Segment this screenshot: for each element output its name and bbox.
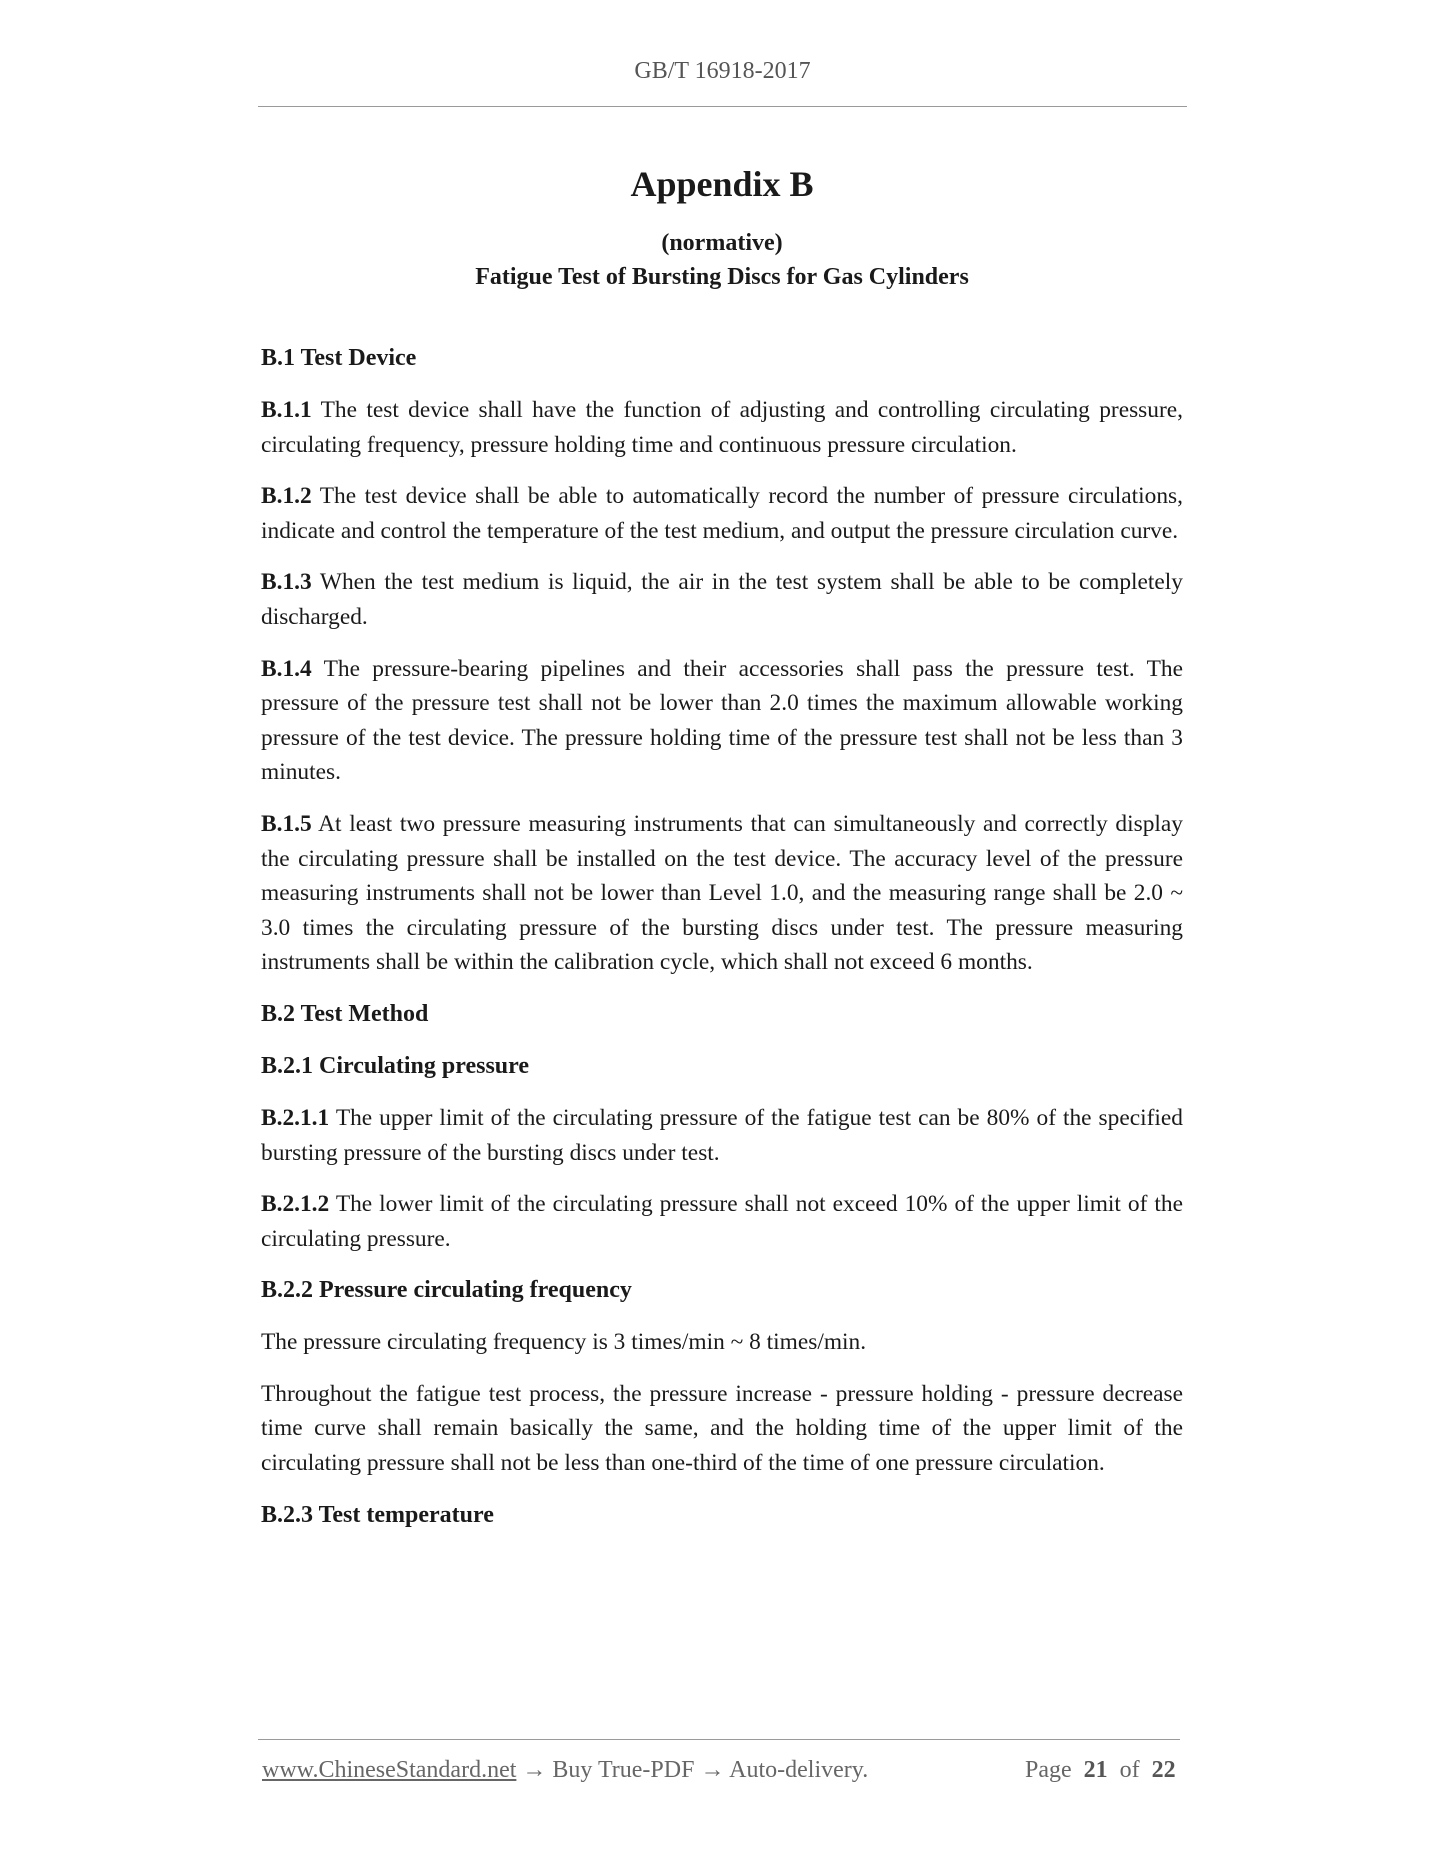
arrow-right-icon: → <box>522 1757 547 1783</box>
clause-b2-1-1 <box>261 1101 1183 1170</box>
clause-b1-3 <box>261 565 1183 634</box>
clause-b1-5 <box>261 807 1183 980</box>
clause-number: B.1.1 <box>261 397 312 423</box>
clause-text: The pressure-bearing pipelines and their accessories shall pass the pressure test. The pressure of the pressure test shall not be lower than 2.0 times the maximum allowable working pressure of the test device. The pressure holding time of the pressure test shall not be less than 3 minutes. <box>261 655 1183 786</box>
clause-text: At least two pressure measuring instruments that can simultaneously and correctly display the circulating pressure shall be installed on the test device. The accuracy level of the pressure measuring instruments shall not be lower than Level 1.0, and the measuring range shall be 2.0 ~ 3.0 times the circulating pressure of the bursting discs under test. The pressure measuring instruments shall be within the calibration cycle, which shall not exceed 6 months. <box>261 810 1183 976</box>
website-link[interactable]: www.ChineseStandard.net <box>262 1757 517 1783</box>
section-heading-b2-1: B.2.1 Circulating pressure <box>261 1052 530 1079</box>
page-content <box>261 156 1183 1533</box>
section-heading-b2: B.2 Test Method <box>261 1000 429 1027</box>
footer-divider <box>258 1739 1180 1740</box>
current-page-number: 21 <box>1083 1757 1108 1783</box>
clause-number: B.1.4 <box>261 655 312 682</box>
section-heading-b2-3: B.2.3 Test temperature <box>261 1501 494 1528</box>
clause-b2-1-2 <box>261 1187 1183 1256</box>
paragraph-frequency: The pressure circulating frequency is 3 times/min ~ 8 times/min. <box>261 1329 867 1356</box>
clause-text: The upper limit of the circulating pressure of the fatigue test can be 80% of the specified bursting pressure of the bursting discs under test. <box>261 1104 1183 1166</box>
clause-number: B.2.1.1 <box>261 1104 330 1131</box>
appendix-subtitle: Fatigue Test of Bursting Discs for Gas Cylinders <box>475 264 969 290</box>
clause-number: B.2.1.2 <box>261 1191 330 1218</box>
header-divider <box>258 106 1187 107</box>
of-label: of <box>1119 1757 1140 1783</box>
total-pages-number: 22 <box>1151 1757 1176 1783</box>
arrow-right-icon: → <box>700 1757 725 1783</box>
footer-promo <box>262 1757 868 1784</box>
clause-text: The test device shall have the function of adjusting and controlling circulating pressure, circulating frequency, pressure holding time and continuous pressure circulation. <box>261 397 1183 458</box>
clause-text: When the test medium is liquid, the air in the test system shall be able to be completely discharged. <box>261 569 1183 630</box>
appendix-normative-label: (normative) <box>661 230 783 256</box>
clause-number: B.1.5 <box>261 810 312 837</box>
page-indicator <box>1025 1757 1176 1784</box>
auto-delivery-text: Auto-delivery. <box>729 1757 869 1783</box>
buy-pdf-text: Buy True-PDF <box>552 1757 695 1783</box>
clause-number: B.1.3 <box>261 569 312 596</box>
clause-b1-4 <box>261 652 1183 790</box>
page-label: Page <box>1025 1757 1072 1783</box>
clause-text: The test device shall be able to automatically record the number of pressure circulations, indicate and control the temperature of the test medium, and output the pressure circulation curve. <box>261 483 1183 544</box>
clause-b1-2 <box>261 479 1183 548</box>
section-heading-b2-2: B.2.2 Pressure circulating frequency <box>261 1277 632 1304</box>
paragraph-curve: Throughout the fatigue test process, the pressure increase - pressure holding - pressure decrease time curve shall remain basically the same, and the holding time of the upper limit of the circulating pressure shall not be less than one-third of the time of one pressure circulation. <box>261 1380 1183 1477</box>
clause-text: The lower limit of the circulating pressure shall not exceed 10% of the upper limit of the circulating pressure. <box>261 1191 1183 1252</box>
document-header-title: GB/T 16918-2017 <box>634 58 811 84</box>
clause-number: B.1.2 <box>261 483 312 510</box>
section-heading-b1: B.1 Test Device <box>261 345 417 371</box>
clause-b1-1 <box>261 393 1183 462</box>
appendix-title: Appendix B <box>630 164 814 204</box>
